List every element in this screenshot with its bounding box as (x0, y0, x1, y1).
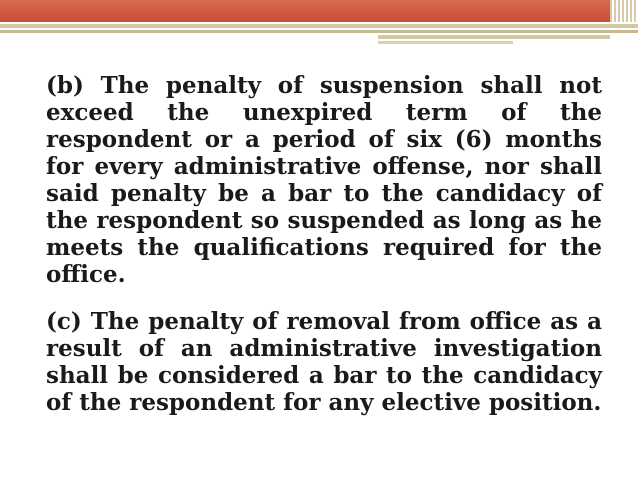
top-banner (0, 0, 638, 22)
banner-stripes (610, 0, 638, 22)
slide-body (46, 72, 602, 416)
paragraph-b: (b) The penalty of suspension shall not exceed the unexpired term of the respondent or a period of six (6) months for every administrative offense, nor shall said penalty be a bar to the candidacy of the respondent so suspended as long as he meets the qualifications required for the office. (46, 72, 602, 288)
decor-band-4 (378, 41, 513, 44)
decor-band-3 (378, 35, 610, 39)
decor-band-1 (0, 24, 638, 28)
paragraph-c: (c) The penalty of removal from office as a result of an administrative investigation shall be considered a bar to the candidacy of the respondent for any elective position. (46, 308, 602, 416)
decor-band-2 (0, 30, 638, 33)
